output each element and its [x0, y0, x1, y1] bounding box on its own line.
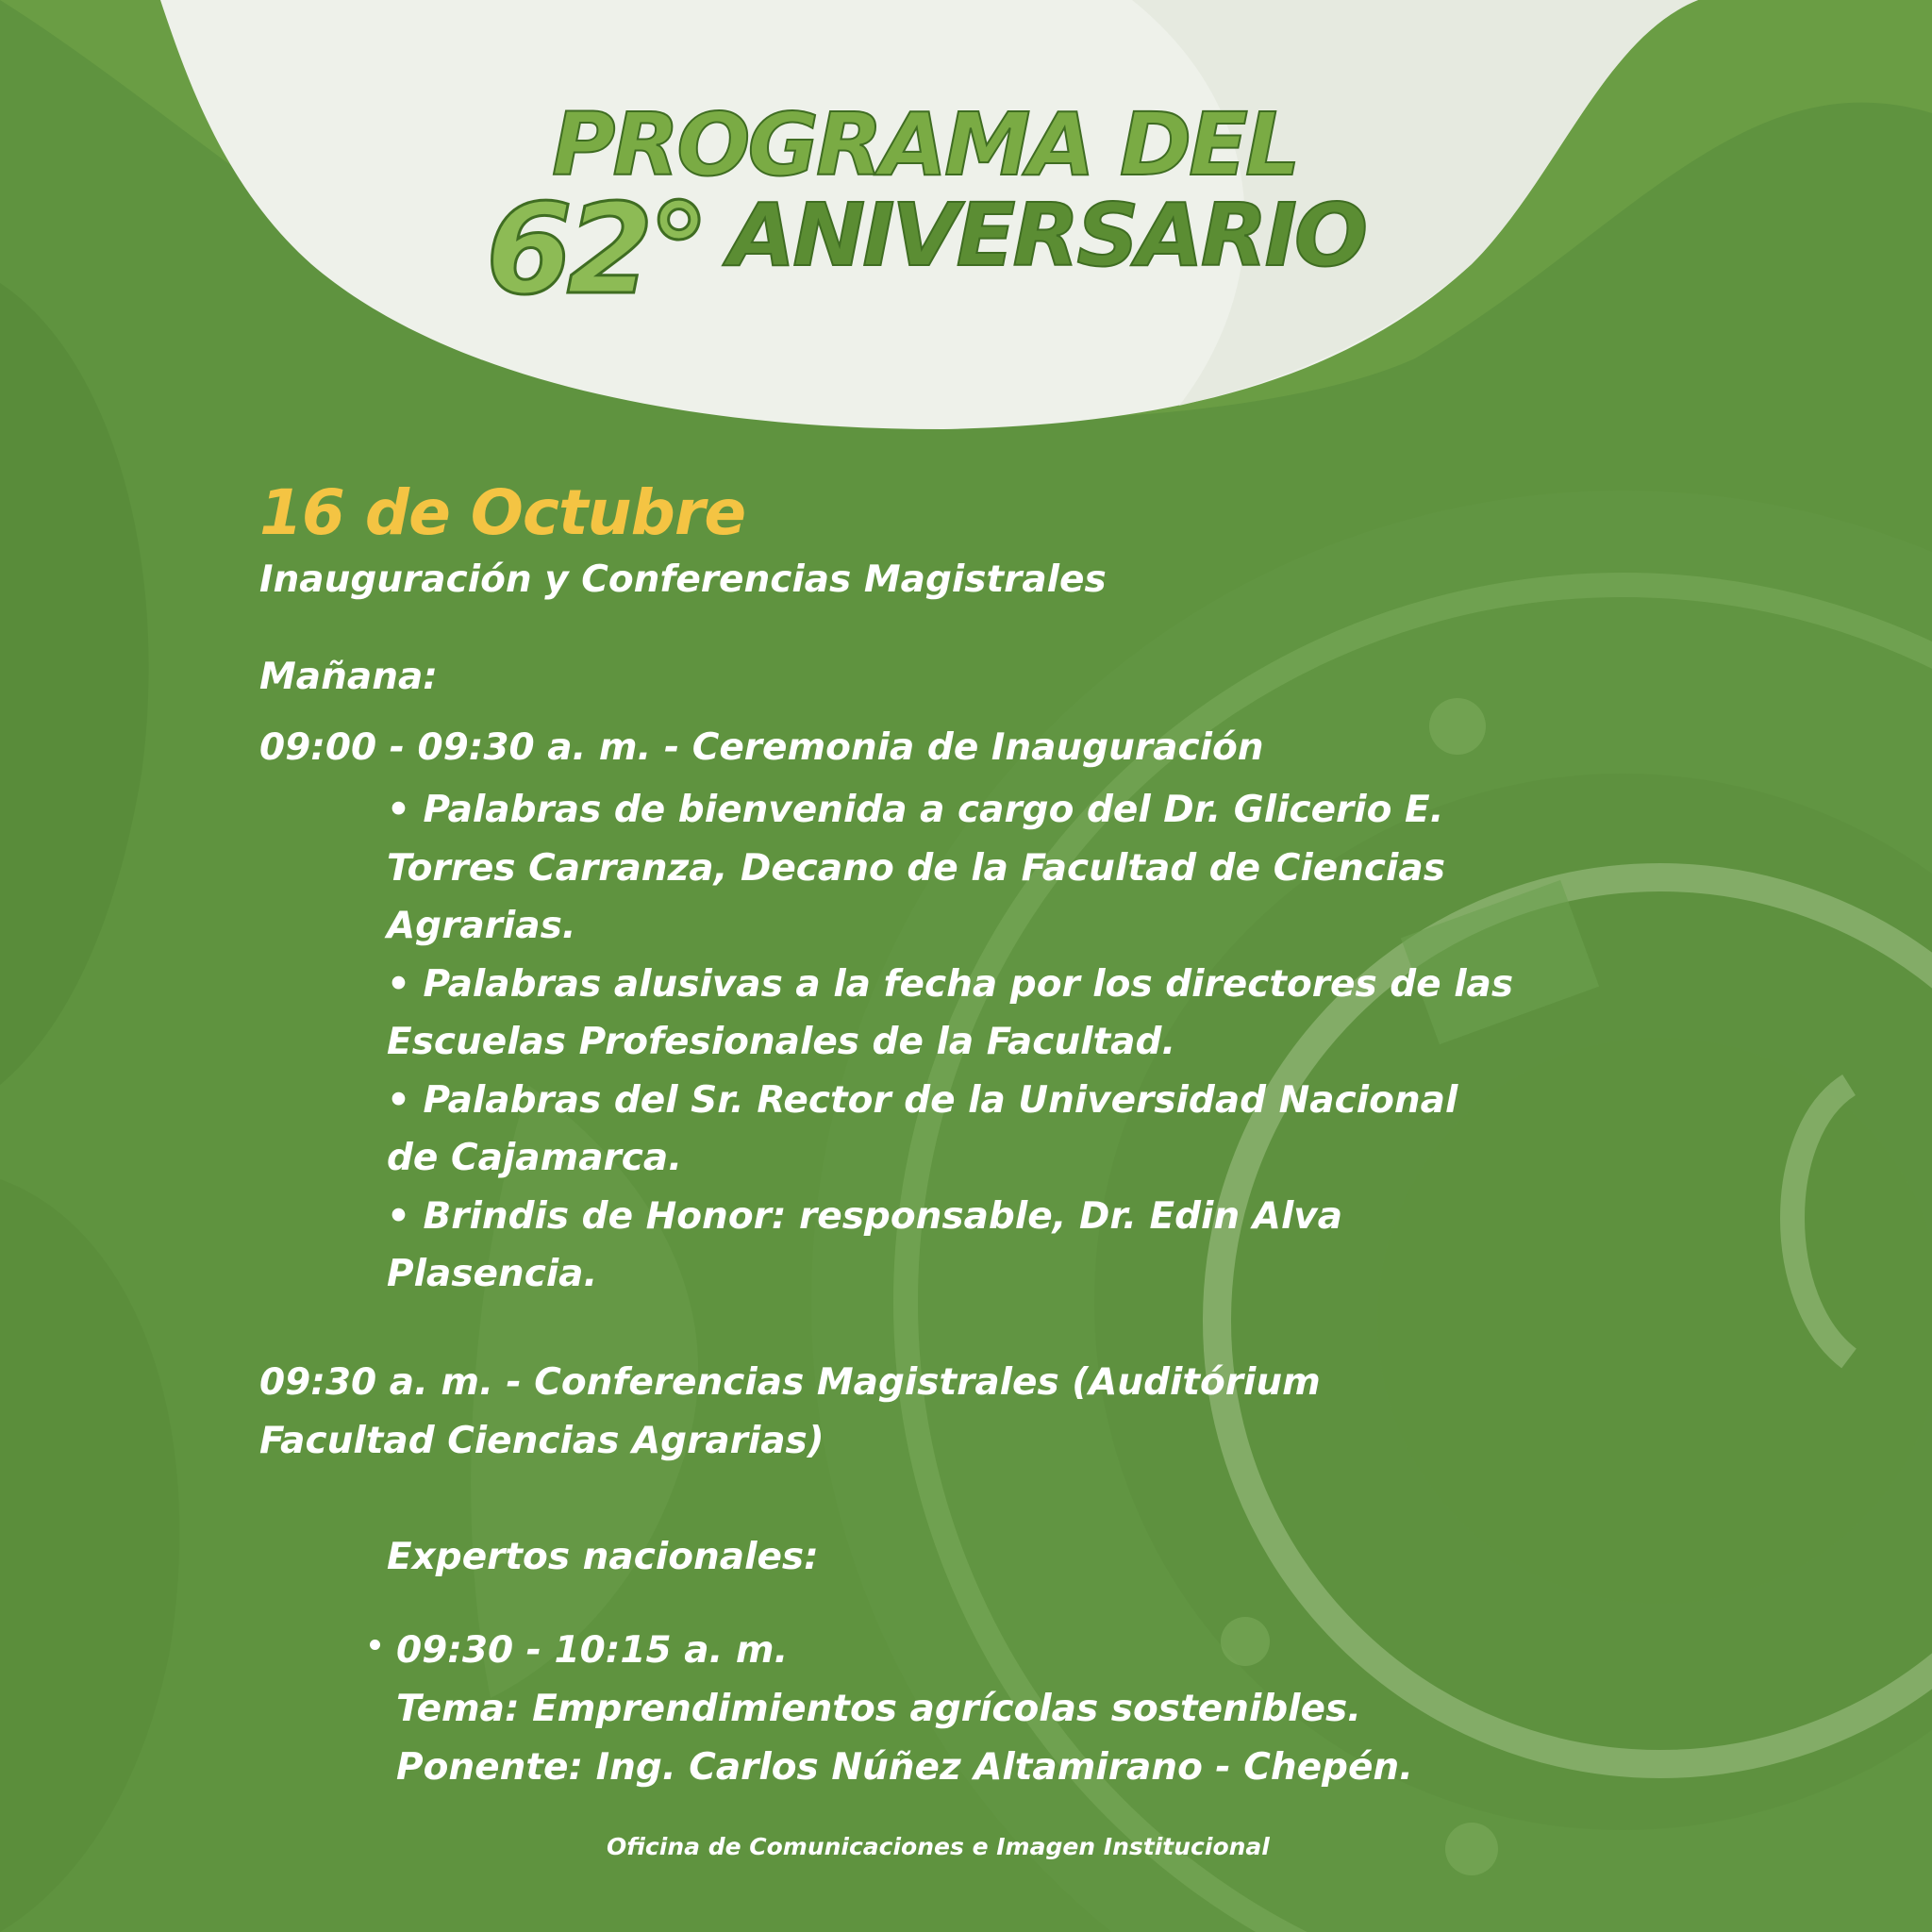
- title-line-2: ANIVERSARIO: [728, 185, 1366, 286]
- ceremony-line: Plasencia.: [387, 1253, 598, 1295]
- title-block: [0, 0, 1932, 453]
- ceremony-line: Agrarias.: [387, 905, 576, 947]
- event-subtitle: Inauguración y Conferencias Magistrales: [259, 558, 1107, 601]
- footer-credit: Oficina de Comunicaciones e Imagen Institucional: [607, 1833, 1270, 1860]
- talk-time: 09:30 - 10:15 a. m.: [396, 1629, 789, 1672]
- experts-label: Expertos nacionales:: [387, 1536, 819, 1578]
- event-date: 16 de Octubre: [259, 476, 746, 549]
- title-line-1: PROGRAMA DEL: [552, 94, 1298, 195]
- ceremony-line: de Cajamarca.: [387, 1137, 683, 1179]
- talk-topic: Tema: Emprendimientos agrícolas sostenibles.: [396, 1688, 1361, 1730]
- ceremony-line: Escuelas Profesionales de la Facultad.: [387, 1021, 1176, 1063]
- ceremony-line: • Palabras de bienvenida a cargo del Dr. Glicerio E.: [387, 789, 1444, 831]
- anniversary-number: 62°: [486, 177, 705, 323]
- ceremony-line: • Brindis de Honor: responsable, Dr. Edin Alva: [387, 1194, 1343, 1238]
- bullet-dot: [370, 1640, 380, 1650]
- talk-speaker: Ponente: Ing. Carlos Núñez Altamirano - Chepén.: [396, 1746, 1413, 1789]
- ceremony-line: • Palabras alusivas a la fecha por los directores de las: [387, 962, 1514, 1006]
- ceremony-time-title: 09:00 - 09:30 a. m. - Ceremonia de Inauguración: [259, 726, 1264, 769]
- conferences-title-line-1: 09:30 a. m. - Conferencias Magistrales (Auditórium: [259, 1361, 1321, 1404]
- ceremony-details: [387, 781, 1575, 1304]
- ceremony-line: Torres Carranza, Decano de la Facultad de Ciencias: [387, 846, 1445, 890]
- morning-label: Mañana:: [259, 656, 438, 698]
- ceremony-line: • Palabras del Sr. Rector de la Universidad Nacional: [387, 1078, 1458, 1122]
- conferences-title-line-2: Facultad Ciencias Agrarias): [259, 1420, 824, 1462]
